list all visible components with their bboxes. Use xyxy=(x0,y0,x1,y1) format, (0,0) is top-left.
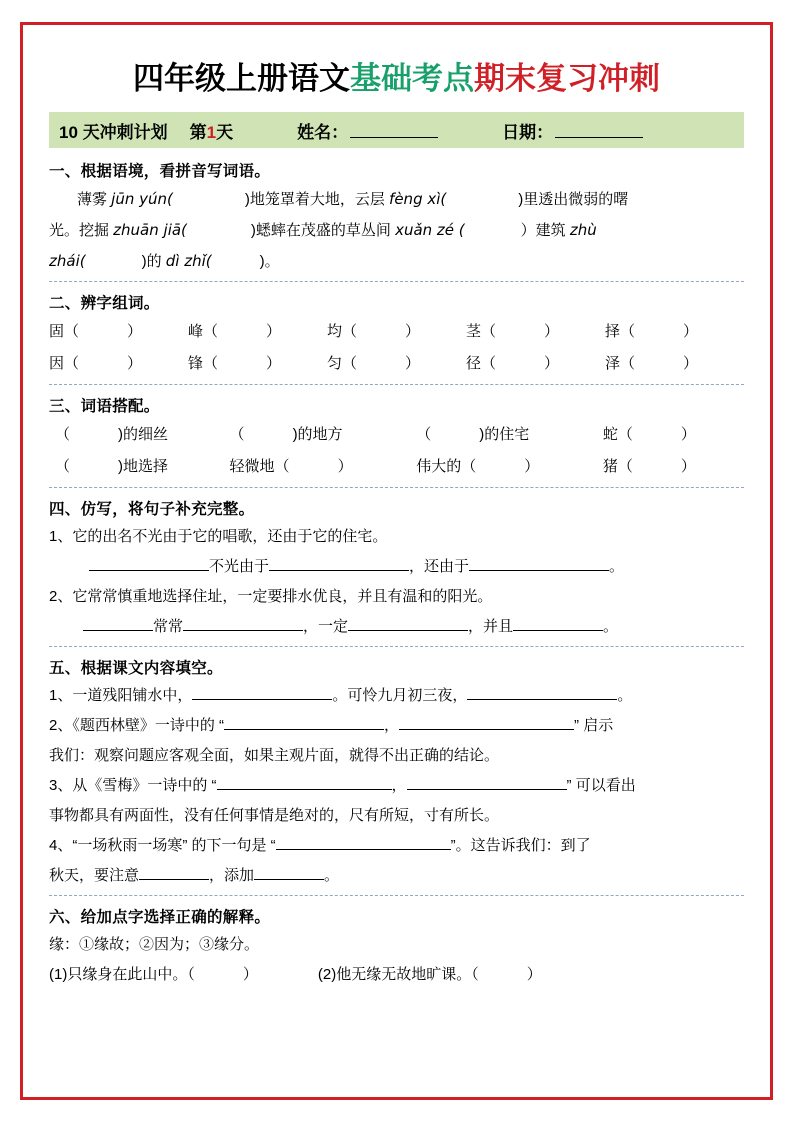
plan-prefix: 10 天冲刺计划 xyxy=(59,122,168,142)
name-field[interactable] xyxy=(297,118,438,143)
cell[interactable] xyxy=(416,419,603,451)
cell-label: 茎（ xyxy=(466,323,497,340)
cell-label: 匀（ xyxy=(327,355,358,372)
section-3-heading: 三、词语搭配。 xyxy=(49,398,160,415)
fill-q2-line1[interactable] xyxy=(49,711,744,741)
question-text: ， xyxy=(384,717,400,734)
meaning-options: 缘：①缘故；②因为；③缘分。 xyxy=(49,936,260,953)
fill-q4-line1[interactable] xyxy=(49,831,744,861)
answer-label: ，一定 xyxy=(303,618,349,635)
cell[interactable] xyxy=(49,451,230,483)
blank-line[interactable] xyxy=(269,555,409,571)
cell-label: ） xyxy=(524,458,540,475)
meaning-choices[interactable] xyxy=(49,960,744,990)
name-input-blank[interactable] xyxy=(350,122,438,138)
cell[interactable] xyxy=(416,451,603,483)
cell-label: )的住宅 xyxy=(479,426,530,443)
date-label: 日期： xyxy=(502,122,554,142)
cell[interactable] xyxy=(603,451,744,483)
pinyin-chunk: zhù xyxy=(569,221,597,239)
pinyin-chunk: dì zhǐ( xyxy=(165,252,212,270)
fill-q4-line2[interactable] xyxy=(49,861,744,891)
blank-line[interactable] xyxy=(89,555,209,571)
question-text: ”。这告诉我们：到了 xyxy=(450,837,591,854)
blank-line[interactable] xyxy=(467,684,617,700)
page-title xyxy=(49,53,744,98)
blank-line[interactable] xyxy=(513,615,603,631)
question-text: 1、一道残阳铺水中， xyxy=(49,687,193,704)
blank-line[interactable] xyxy=(139,864,209,880)
blank-line[interactable] xyxy=(348,615,468,631)
cell[interactable]: 均（ ） xyxy=(327,323,421,340)
choice-1-text: (1)只缘身在此山中。（ xyxy=(49,966,195,983)
cell-label: 峰（ xyxy=(188,323,219,340)
cell[interactable] xyxy=(230,451,417,483)
section-1-body xyxy=(49,184,744,277)
question-text: ” 启示 xyxy=(574,717,614,734)
title-part-2: 基础考点 xyxy=(350,61,474,97)
cell-label: )的地方 xyxy=(292,426,343,443)
cell-label: 蛇（ xyxy=(602,426,633,443)
cell-label: 猪（ xyxy=(602,458,633,475)
section-6-heading: 六、给加点字选择正确的解释。 xyxy=(49,909,271,926)
table-row xyxy=(49,451,744,483)
cell[interactable] xyxy=(49,419,230,451)
answer-label: ，还由于 xyxy=(409,558,470,575)
cell-label: ） xyxy=(337,458,353,475)
cell-label: 伟大的（ xyxy=(416,458,477,475)
day-suffix: 天 xyxy=(216,122,234,142)
section-1-heading: 一、根据语境，看拼音写词语。 xyxy=(49,163,271,180)
plan-label xyxy=(59,118,233,143)
date-field[interactable] xyxy=(502,118,643,143)
cell[interactable] xyxy=(230,419,417,451)
text-chunk: )地笼罩着大地，云层 xyxy=(244,191,390,208)
imitation-answer-2[interactable] xyxy=(49,612,744,642)
blank-line[interactable] xyxy=(192,684,332,700)
imitation-item-2: 2、它常常慎重地选择住址，一定要排水优良，并且有温和的阳光。 xyxy=(49,588,493,605)
day-number: 1 xyxy=(206,122,217,142)
section-pinyin xyxy=(49,152,744,284)
text-chunk: )里透出微弱的曙 xyxy=(518,191,629,208)
date-input-blank[interactable] xyxy=(555,122,643,138)
question-text: ” 可以看出 xyxy=(566,777,636,794)
cell-label: （ xyxy=(229,426,245,443)
answer-label: 常常 xyxy=(153,618,184,635)
text-chunk: 薄雾 xyxy=(77,191,112,208)
cell-label: 择（ xyxy=(605,323,636,340)
section-collocation xyxy=(49,387,744,490)
cell-label: （ xyxy=(416,426,432,443)
section-word-meaning xyxy=(49,898,744,990)
cell[interactable]: 匀（ ） xyxy=(327,355,421,372)
cell[interactable]: 择（ ） xyxy=(605,323,699,340)
fill-q3-line2: 事物都具有两面性，没有任何事情是绝对的，尺有所短，寸有所长。 xyxy=(49,807,500,824)
cell-label: )的细丝 xyxy=(118,426,169,443)
cell-label: )地选择 xyxy=(118,458,169,475)
choice-1-end: ） xyxy=(242,966,258,983)
table-row xyxy=(49,316,744,348)
section-2-heading: 二、辨字组词。 xyxy=(49,295,160,312)
collocation-table xyxy=(49,419,744,483)
cell[interactable]: 泽（ ） xyxy=(605,355,699,372)
cell[interactable]: 茎（ ） xyxy=(466,323,560,340)
section-character-words xyxy=(49,284,744,387)
day-prefix: 第 xyxy=(189,122,207,142)
text-chunk: )。 xyxy=(259,253,280,270)
title-part-3: 期末复习冲刺 xyxy=(474,61,660,97)
question-text: 4、“一场秋雨一场寒” 的下一句是 “ xyxy=(49,837,276,854)
char-word-table xyxy=(49,316,744,380)
cell-label: 锋（ xyxy=(188,355,219,372)
divider xyxy=(49,646,744,647)
blank-line[interactable] xyxy=(183,615,303,631)
blank-line[interactable] xyxy=(399,714,574,730)
title-part-1: 四年级上册语文 xyxy=(133,61,350,97)
fill-q3-line1[interactable] xyxy=(49,771,744,801)
pinyin-chunk: zhuān jiā( xyxy=(113,221,187,239)
divider xyxy=(49,895,744,896)
page-border-frame xyxy=(20,22,773,1100)
question-text: ， xyxy=(391,777,407,794)
blank-line[interactable] xyxy=(83,615,153,631)
pinyin-chunk: xuǎn zé ( xyxy=(395,221,465,239)
cell[interactable]: 因（ ） xyxy=(49,355,143,372)
pinyin-chunk: zhái( xyxy=(49,252,86,270)
cell[interactable]: 径（ ） xyxy=(466,355,560,372)
cell[interactable]: 锋（ ） xyxy=(188,355,282,372)
question-text: 。可怜九月初三夜， xyxy=(332,687,468,704)
text-chunk: )蟋蟀在茂盛的草丛间 xyxy=(250,222,396,239)
header-bar xyxy=(49,112,744,148)
cell-label: （ xyxy=(55,458,71,475)
divider xyxy=(49,487,744,488)
cell-label: 轻微地（ xyxy=(229,458,290,475)
imitation-item-1: 1、它的出名不光由于它的唱歌，还由于它的住宅。 xyxy=(49,528,388,545)
question-text: 3、从《雪梅》一诗中的 “ xyxy=(49,777,217,794)
section-sentence-imitation xyxy=(49,490,744,649)
text-chunk: )的 xyxy=(141,253,166,270)
text-chunk: 光。挖掘 xyxy=(49,222,114,239)
answer-label: ，并且 xyxy=(468,618,514,635)
question-text: 秋天，要注意 xyxy=(49,867,140,884)
fill-q2-line2: 我们：观察问题应客观全面，如果主观片面，就得不出正确的结论。 xyxy=(49,747,500,764)
cell[interactable]: 固（ ） xyxy=(49,323,143,340)
answer-label: 。 xyxy=(603,618,619,635)
question-text: 2、《题西林壁》一诗中的 “ xyxy=(49,717,225,734)
pinyin-line-2 xyxy=(49,215,744,246)
blank-line[interactable] xyxy=(407,774,567,790)
pinyin-chunk: fèng xì( xyxy=(389,190,447,208)
pinyin-line-1 xyxy=(49,184,744,215)
section-text-fill xyxy=(49,649,744,898)
cell[interactable]: 峰（ ） xyxy=(188,323,282,340)
cell-label: 泽（ xyxy=(605,355,636,372)
cell-label: （ xyxy=(55,426,71,443)
table-row xyxy=(49,348,744,380)
blank-line[interactable] xyxy=(276,834,451,850)
blank-line[interactable] xyxy=(224,714,384,730)
pinyin-line-3 xyxy=(49,246,744,277)
imitation-answer-1[interactable] xyxy=(49,552,744,582)
table-row xyxy=(49,419,744,451)
question-text: 。 xyxy=(324,867,340,884)
fill-q1[interactable] xyxy=(49,681,744,711)
choice-2-text: (2)他无缘无故地旷课。（ xyxy=(317,966,479,983)
blank-line[interactable] xyxy=(254,864,324,880)
choice-2-end: ） xyxy=(526,966,542,983)
cell-label: 均（ xyxy=(327,323,358,340)
cell-label: 固（ xyxy=(49,323,80,340)
cell-label: ） xyxy=(680,458,696,475)
answer-label: 不光由于 xyxy=(209,558,270,575)
section-4-heading: 四、仿写，将句子补充完整。 xyxy=(49,501,255,518)
blank-line[interactable] xyxy=(469,555,609,571)
name-label: 姓名： xyxy=(297,122,349,142)
section-5-heading: 五、根据课文内容填空。 xyxy=(49,660,223,677)
cell-label: ） xyxy=(680,426,696,443)
divider xyxy=(49,281,744,282)
pinyin-chunk: jūn yún( xyxy=(111,190,173,208)
cell-label: 因（ xyxy=(49,355,80,372)
question-text: 。 xyxy=(617,687,633,704)
cell-label: 径（ xyxy=(466,355,497,372)
cell[interactable] xyxy=(603,419,744,451)
question-text: ，添加 xyxy=(209,867,255,884)
text-chunk: ）建筑 xyxy=(520,222,570,239)
divider xyxy=(49,384,744,385)
answer-label: 。 xyxy=(609,558,625,575)
blank-line[interactable] xyxy=(217,774,392,790)
